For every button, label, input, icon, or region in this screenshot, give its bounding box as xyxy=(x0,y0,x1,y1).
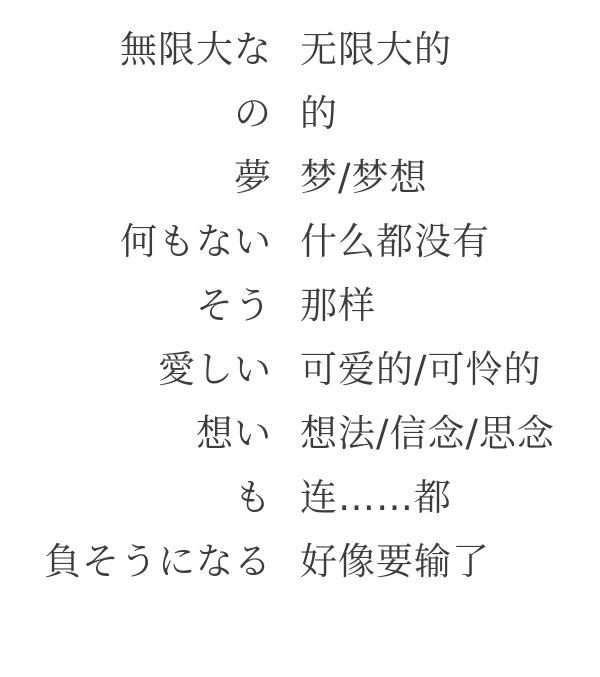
target-term: 无限大的 xyxy=(300,28,452,71)
target-term: 那样 xyxy=(300,284,376,327)
list-item xyxy=(0,18,600,82)
source-term: 無限大な xyxy=(120,28,272,71)
list-item xyxy=(0,338,600,402)
target-term: 连……都 xyxy=(300,476,452,519)
source-term: も xyxy=(234,476,272,519)
target-term: 想法/信念/思念 xyxy=(300,412,555,455)
source-term: 愛しい xyxy=(158,348,272,391)
source-term: の xyxy=(234,92,272,135)
target-term: 的 xyxy=(300,92,338,135)
list-item xyxy=(0,210,600,274)
list-item xyxy=(0,146,600,210)
source-term: 負そうになる xyxy=(44,540,272,583)
list-item xyxy=(0,82,600,146)
list-item xyxy=(0,466,600,530)
target-term: 好像要输了 xyxy=(300,540,490,583)
target-term: 可爱的/可怜的 xyxy=(300,348,542,391)
list-item xyxy=(0,402,600,466)
source-term: 想い xyxy=(196,412,272,455)
source-term: そう xyxy=(196,284,272,327)
source-term: 何もない xyxy=(120,220,272,263)
source-term: 夢 xyxy=(234,156,272,199)
list-item xyxy=(0,274,600,338)
target-term: 什么都没有 xyxy=(300,220,490,263)
target-term: 梦/梦想 xyxy=(300,156,428,199)
list-item xyxy=(0,530,600,594)
